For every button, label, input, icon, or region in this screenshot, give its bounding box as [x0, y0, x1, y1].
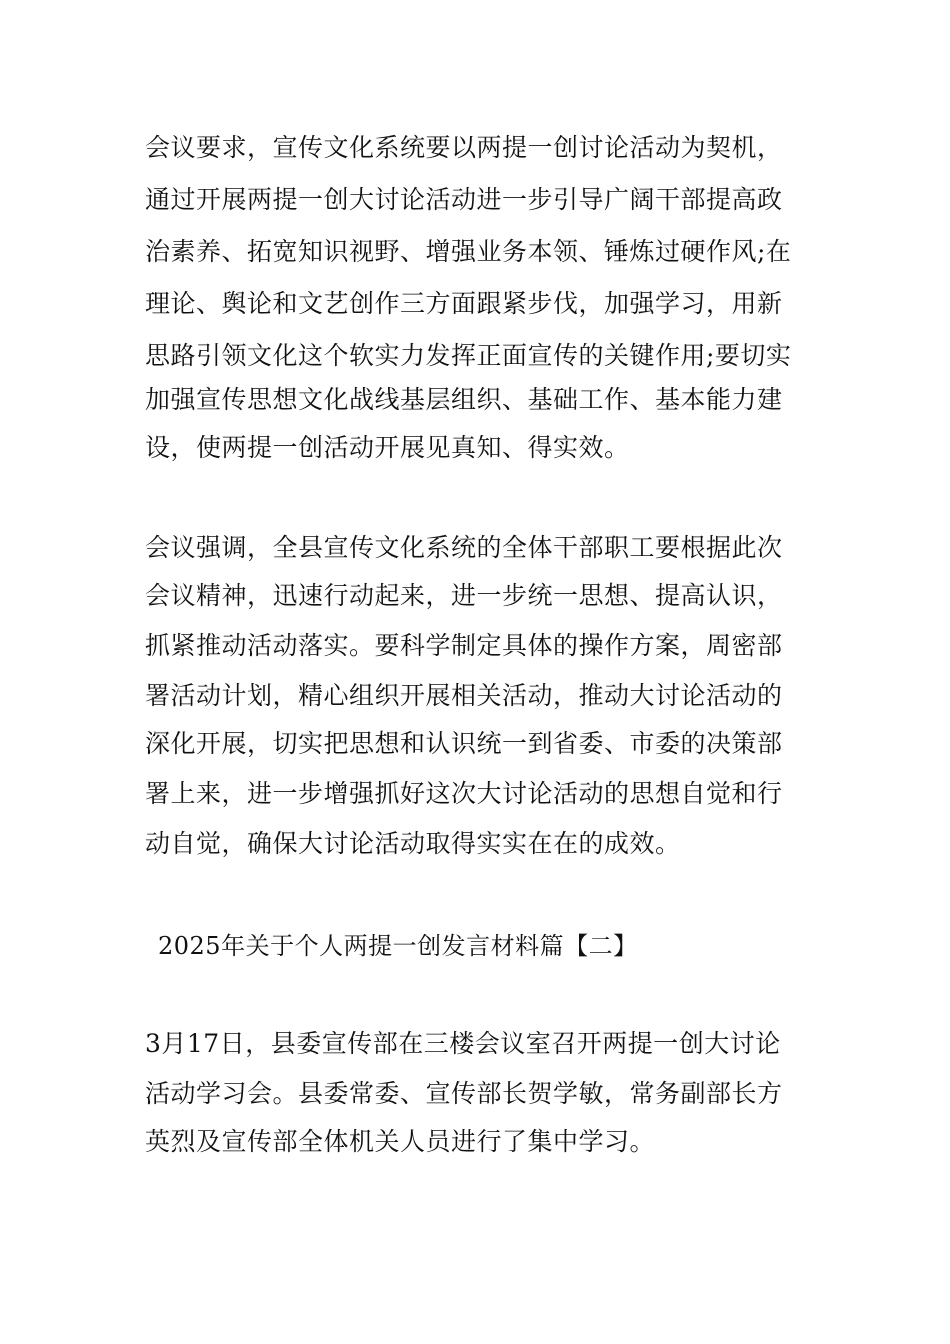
- paragraph-3-line-1: 3月17日，县委宣传部在三楼会议室召开两提一创大讨论: [145, 1029, 781, 1058]
- section-heading: 2025年关于个人两提一创发言材料篇【二】: [158, 932, 638, 960]
- paragraph-1-line-3: 治素养、拓宽知识视野、增强业务本领、锤炼过硬作风;在: [145, 237, 792, 266]
- paragraph-1-line-2: 通过开展两提一创大讨论活动进一步引导广阔干部提高政: [145, 185, 783, 214]
- paragraph-2-line-1: 会议强调，全县宣传文化系统的全体干部职工要根据此次: [145, 533, 783, 562]
- paragraph-2-line-3: 抓紧推动活动落实。要科学制定具体的操作方案，周密部: [145, 631, 783, 660]
- paragraph-1-line-4: 理论、舆论和文艺创作三方面跟紧步伐，加强学习，用新: [145, 289, 783, 318]
- paragraph-2-line-2: 会议精神，迅速行动起来，进一步统一思想、提高认识，: [145, 581, 783, 610]
- paragraph-1-line-7: 设，使两提一创活动开展见真知、得实效。: [145, 433, 630, 462]
- paragraph-3-line-3: 英烈及宣传部全体机关人员进行了集中学习。: [145, 1127, 656, 1156]
- paragraph-2-line-7: 动自觉，确保大讨论活动取得实实在在的成效。: [145, 829, 681, 858]
- paragraph-2-line-4: 署活动计划，精心组织开展相关活动，推动大讨论活动的: [145, 681, 783, 710]
- paragraph-1-line-1: 会议要求，宣传文化系统要以两提一创讨论活动为契机，: [145, 133, 783, 162]
- paragraph-2-line-6: 署上来，进一步增强抓好这次大讨论活动的思想自觉和行: [145, 779, 783, 808]
- paragraph-3-line-2: 活动学习会。县委常委、宣传部长贺学敏，常务副部长方: [145, 1079, 783, 1108]
- paragraph-2-line-5: 深化开展，切实把思想和认识统一到省委、市委的决策部: [145, 729, 783, 758]
- paragraph-1-line-6: 加强宣传思想文化战线基层组织、基础工作、基本能力建: [145, 385, 783, 414]
- paragraph-1-line-5: 思路引领文化这个软实力发挥正面宣传的关键作用;要切实: [145, 341, 792, 370]
